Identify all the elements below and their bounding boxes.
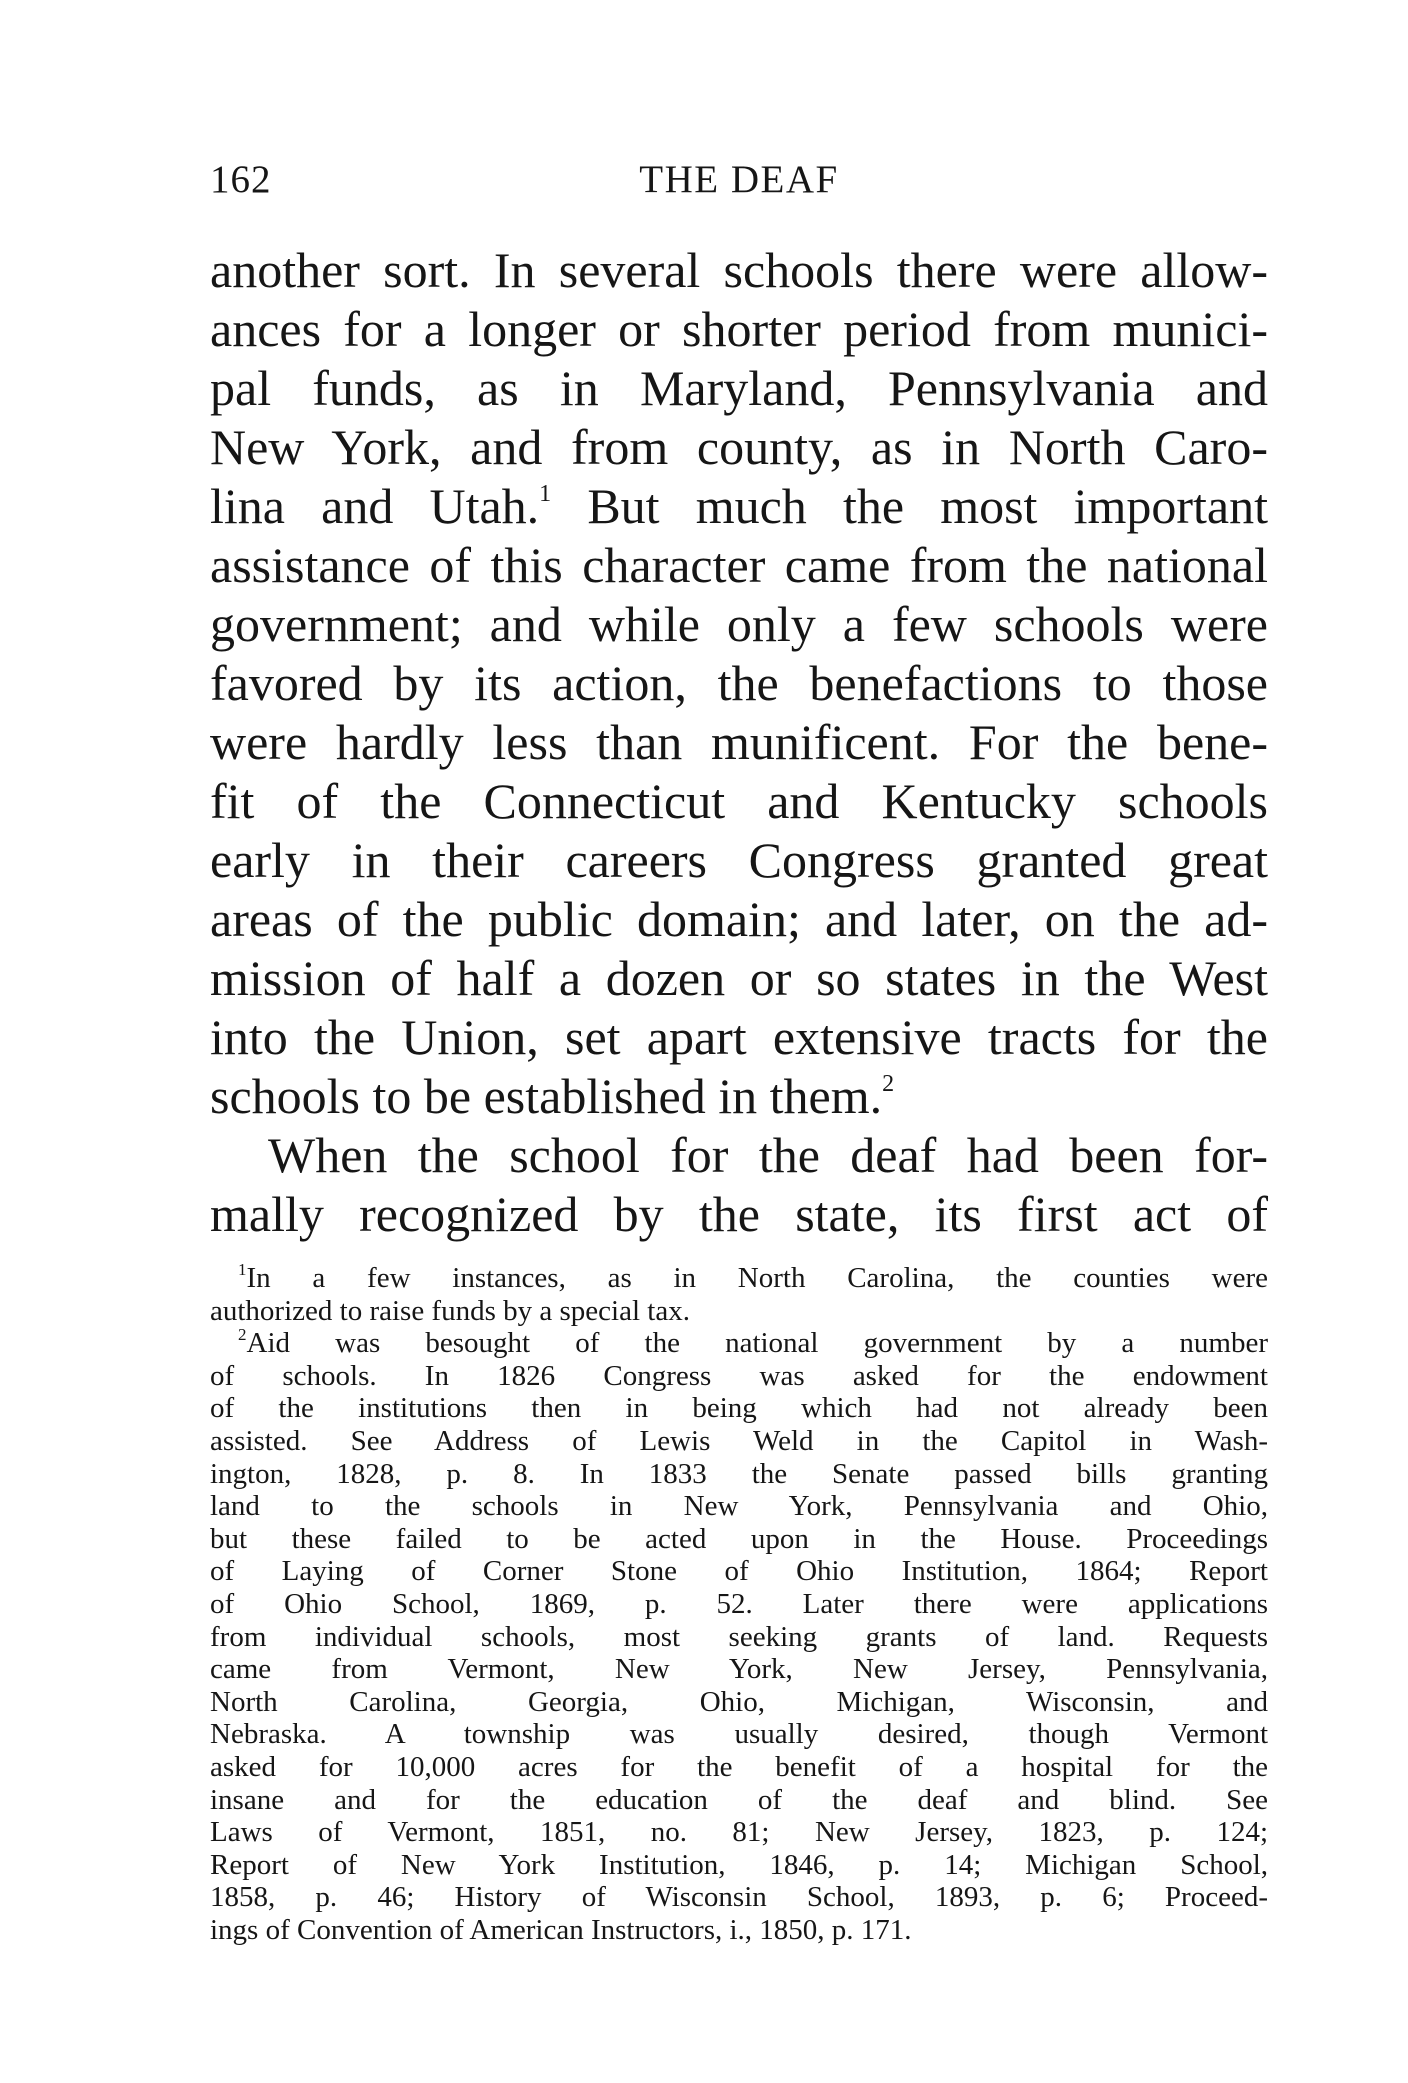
- footnote-line: Nebraska. A township was usually desired, though Vermont: [210, 1718, 1268, 1751]
- footnote-line: ings of Convention of American Instructors, i., 1850, p. 171.: [210, 1913, 912, 1946]
- footnote-marker: 2: [238, 1325, 247, 1345]
- running-title: THE DEAF: [639, 158, 839, 201]
- footnote-line: North Carolina, Georgia, Ohio, Michigan, Wisconsin, and: [210, 1685, 1268, 1718]
- text-line: early in their careers Congress granted great: [210, 832, 1268, 888]
- text-line: assistance of this character came from the national: [210, 537, 1268, 593]
- text-segment: But much the most important: [551, 478, 1268, 534]
- footnote-line: land to the schools in New York, Pennsylvania and Ohio,: [210, 1490, 1268, 1523]
- text-line: favored by its action, the benefactions to those: [210, 655, 1268, 711]
- footnote-text: Aid was besought of the national government by a number: [246, 1327, 1268, 1360]
- footnotes: [210, 1262, 1268, 1946]
- text-line: another sort. In several schools there were allow-: [210, 242, 1268, 298]
- footnote-ref-1: 1: [539, 481, 552, 507]
- footnote-line: came from Vermont, New York, New Jersey, Pennsylvania,: [210, 1653, 1268, 1686]
- text-line: were hardly less than munificent. For the bene-: [210, 714, 1268, 770]
- footnote-1: [210, 1262, 1268, 1295]
- footnote-line: 1858, p. 46; History of Wisconsin School, 1893, p. 6; Proceed-: [210, 1881, 1268, 1914]
- text-line: government; and while only a few schools were: [210, 596, 1268, 652]
- text-line: When the school for the deaf had been for-: [268, 1127, 1268, 1183]
- text-line: into the Union, set apart extensive tracts for the: [210, 1009, 1268, 1065]
- page-number: 162: [210, 158, 272, 201]
- footnote-line: Laws of Vermont, 1851, no. 81; New Jersey, 1823, p. 124;: [210, 1816, 1268, 1849]
- footnote-line: of Ohio School, 1869, p. 52. Later there were applications: [210, 1587, 1268, 1620]
- footnote-text: In a few instances, as in North Carolina, the counties were: [246, 1262, 1268, 1294]
- footnote-line: but these failed to be acted upon in the House. Proceedings: [210, 1522, 1268, 1555]
- footnote-ref-2: 2: [882, 1071, 895, 1097]
- text-line: mally recognized by the state, its first act of: [210, 1186, 1268, 1242]
- footnote-line: of schools. In 1826 Congress was asked for the endowment: [210, 1359, 1268, 1392]
- text-line: New York, and from county, as in North Caro-: [210, 419, 1268, 475]
- footnote-line: Report of New York Institution, 1846, p. 14; Michigan School,: [210, 1848, 1268, 1881]
- text-line: fit of the Connecticut and Kentucky schools: [210, 773, 1268, 829]
- running-head: [210, 152, 1268, 208]
- text-line: [210, 1067, 1268, 1126]
- footnote-line: ington, 1828, p. 8. In 1833 the Senate passed bills granting: [210, 1457, 1268, 1490]
- text-line: [210, 477, 1268, 536]
- footnote-2: [210, 1327, 1268, 1360]
- footnote-line: asked for 10,000 acres for the benefit of a hospital for the: [210, 1750, 1268, 1783]
- footnote-line: assisted. See Address of Lewis Weld in the Capitol in Wash-: [210, 1424, 1268, 1457]
- text-line: ances for a longer or shorter period from munici-: [210, 301, 1268, 357]
- footnote-line: insane and for the education of the deaf and blind. See: [210, 1783, 1268, 1816]
- footnote-line: authorized to raise funds by a special tax.: [210, 1294, 690, 1327]
- footnote-marker: 1: [238, 1260, 247, 1279]
- text-line: areas of the public domain; and later, on the ad-: [210, 891, 1268, 947]
- footnote-line: of the institutions then in being which had not already been: [210, 1392, 1268, 1425]
- body-text: [210, 241, 1268, 1244]
- text-segment: lina and Utah.: [210, 478, 540, 534]
- footnote-line: of Laying of Corner Stone of Ohio Institution, 1864; Report: [210, 1555, 1268, 1588]
- text-segment: schools to be established in them.: [210, 1068, 883, 1124]
- text-line: mission of half a dozen or so states in the West: [210, 950, 1268, 1006]
- text-line: pal funds, as in Maryland, Pennsylvania and: [210, 360, 1268, 416]
- footnote-line: from individual schools, most seeking grants of land. Requests: [210, 1620, 1268, 1653]
